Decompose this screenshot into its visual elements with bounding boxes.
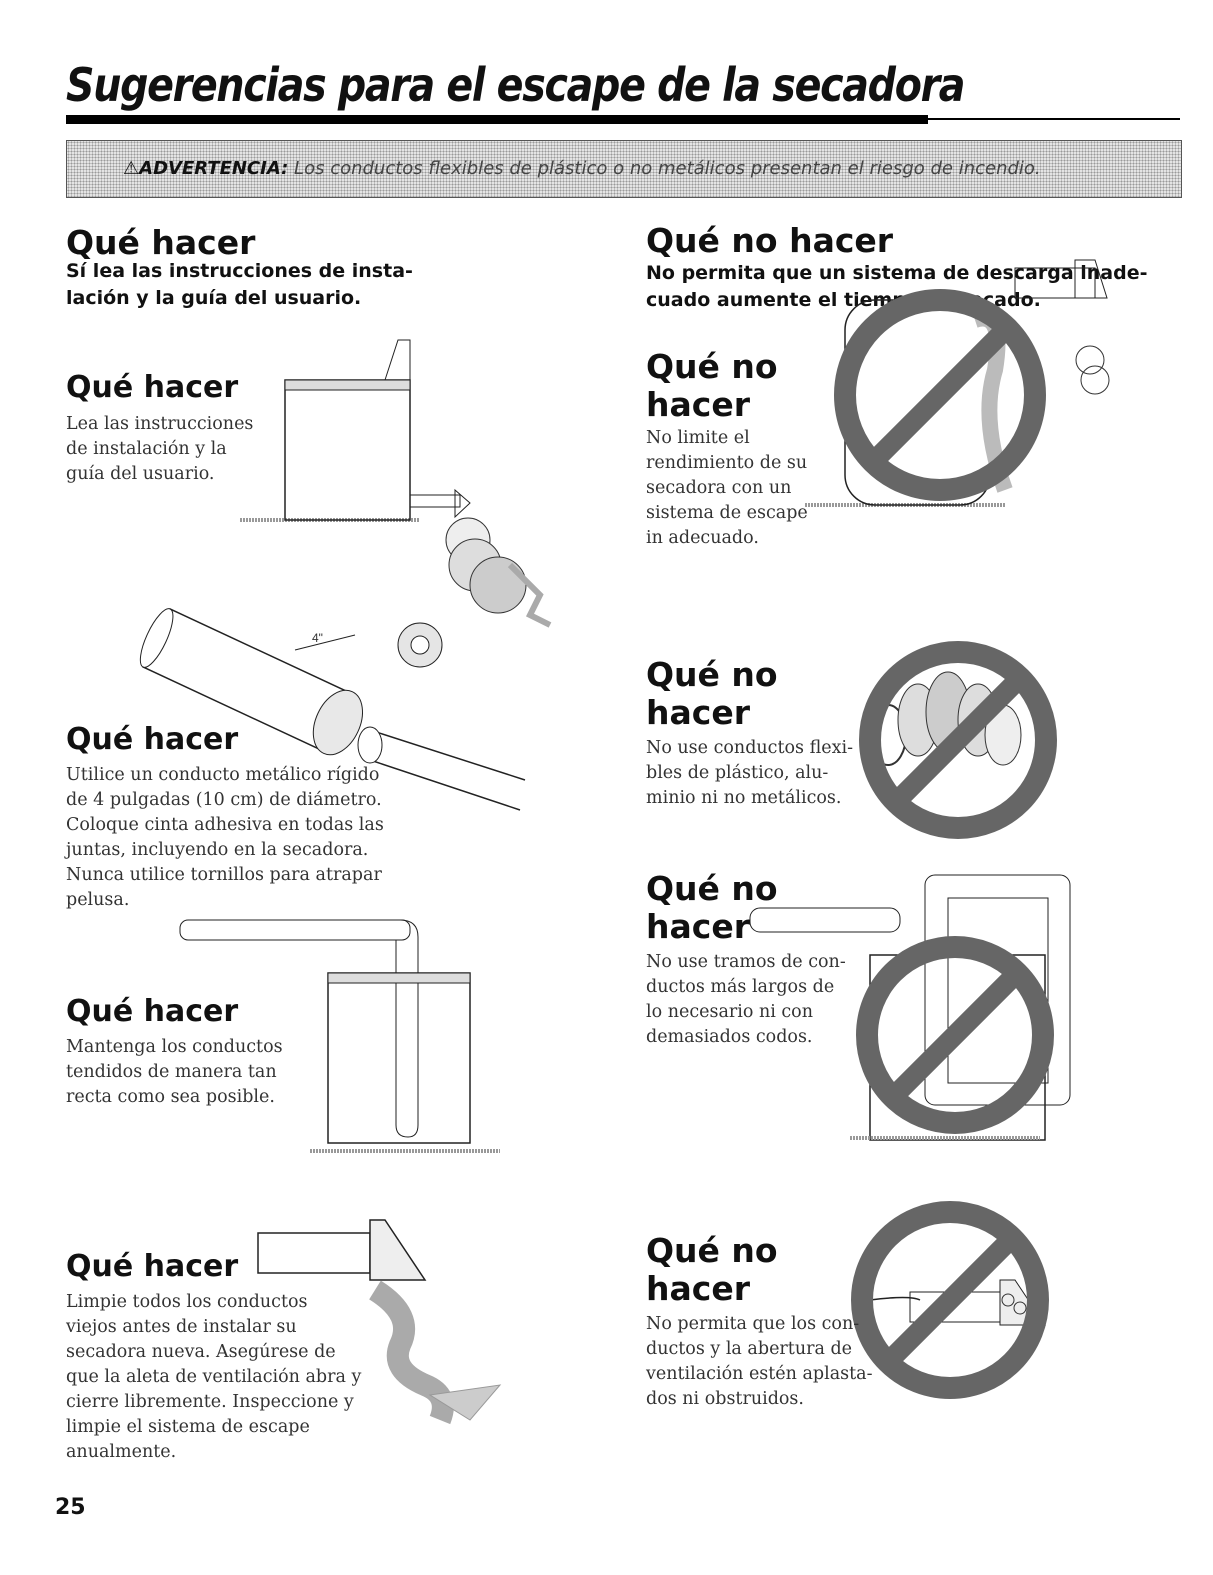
text-line: Coloque cinta adhesiva en todas las (66, 815, 384, 835)
text-line: cierre libremente. Inspeccione y (66, 1392, 354, 1412)
text-line: anualmente. (66, 1442, 177, 1462)
text-line: in adecuado. (646, 528, 759, 548)
do-item-text (66, 1290, 361, 1465)
text-line: viejos antes de instalar su (66, 1317, 297, 1337)
text-line: que la aleta de ventilación abra y (66, 1367, 362, 1387)
text-line: Utilice un conducto metálico rígido (66, 765, 380, 785)
do-column-heading: Qué hacer (66, 223, 256, 262)
text-line: dos ni obstruidos. (646, 1389, 804, 1409)
text-line: ductos y la abertura de (646, 1339, 853, 1359)
heading-line: Qué no (646, 869, 778, 908)
do-item-text (66, 412, 253, 487)
text-line: limpie el sistema de escape (66, 1417, 310, 1437)
do-sub-line: Sí lea las instrucciones de insta- (66, 260, 413, 282)
text-line: de instalación y la (66, 439, 227, 459)
dont-item-heading (646, 870, 778, 946)
dont-item-text (646, 736, 853, 811)
do-item-heading: Qué hacer (66, 994, 239, 1029)
dont-sub-line: cuado aumente el tiempo de secado. (646, 289, 1041, 311)
dont-column-heading: Qué no hacer (646, 221, 894, 260)
text-line: demasiados codos. (646, 1027, 813, 1047)
heading-line: Qué no (646, 655, 778, 694)
do-sub-line: lación y la guía del usuario. (66, 287, 362, 309)
text-line: Nunca utilice tornillos para atrapar (66, 865, 382, 885)
crushed-duct-illustration (850, 1200, 1050, 1410)
text-line: secadora con un (646, 478, 792, 498)
heading-line: hacer (646, 1269, 750, 1308)
heading-line: hacer (646, 385, 750, 424)
warning-message: Los conductos flexibles de plástico o no metálicos presentan el riesgo de incendio. (294, 158, 1041, 179)
heading-line: hacer (646, 693, 750, 732)
dont-sub-line: No permita que un sistema de descarga inade- (646, 262, 1148, 284)
text-line: guía del usuario. (66, 464, 215, 484)
text-line: bles de plástico, alu- (646, 763, 829, 783)
text-line: Mantenga los conductos (66, 1037, 283, 1057)
dont-item-heading (646, 348, 778, 424)
inadequate-exhaust-illustration (805, 250, 1145, 530)
text-line: No use tramos de con- (646, 952, 846, 972)
text-line: Lea las instrucciones (66, 414, 254, 434)
text-line: No permita que los con- (646, 1314, 860, 1334)
warning-label: ADVERTENCIA: (139, 158, 289, 179)
page-title: Sugerencias para el escape de la secadora (66, 58, 965, 112)
text-line: ventilación estén aplasta- (646, 1364, 873, 1384)
text-line: recta como sea posible. (66, 1087, 275, 1107)
text-line: sistema de escape (646, 503, 808, 523)
do-item-text (66, 1035, 283, 1110)
dont-item-text (646, 426, 808, 551)
flexible-duct-illustration (858, 640, 1058, 840)
text-line: juntas, incluyendo en la secadora. (66, 840, 369, 860)
warning-icon: ⚠ (123, 158, 140, 179)
dont-item-heading (646, 656, 778, 732)
duct-diameter-label: 4" (312, 631, 323, 645)
title-rule-thin (928, 118, 1180, 120)
do-item-heading: Qué hacer (66, 1249, 239, 1284)
text-line: No use conductos flexi- (646, 738, 853, 758)
do-column-subheading (66, 258, 413, 312)
text-line: secadora nueva. Asegúrese de (66, 1342, 336, 1362)
text-line: ductos más largos de (646, 977, 835, 997)
warning-banner (66, 140, 1182, 198)
text-line: pelusa. (66, 890, 130, 910)
heading-line: Qué no (646, 347, 778, 386)
title-rule (66, 115, 928, 124)
dont-item-heading (646, 1232, 778, 1308)
text-line: Limpie todos los conductos (66, 1292, 308, 1312)
text-line: de 4 pulgadas (10 cm) de diámetro. (66, 790, 382, 810)
do-item-heading: Qué hacer (66, 722, 239, 757)
text-line: minio ni no metálicos. (646, 788, 842, 808)
heading-line: Qué no (646, 1231, 778, 1270)
do-item-text (66, 763, 384, 913)
do-item-heading: Qué hacer (66, 370, 239, 405)
text-line: rendimiento de su (646, 453, 808, 473)
dont-item-text (646, 1312, 873, 1412)
text-line: tendidos de manera tan (66, 1062, 277, 1082)
heading-line: hacer (646, 907, 750, 946)
page-number: 25 (55, 1495, 86, 1520)
text-line: No limite el (646, 428, 750, 448)
dryer-manual-illustration (240, 335, 560, 625)
text-line: lo necesario ni con (646, 1002, 813, 1022)
dont-item-text (646, 950, 846, 1050)
